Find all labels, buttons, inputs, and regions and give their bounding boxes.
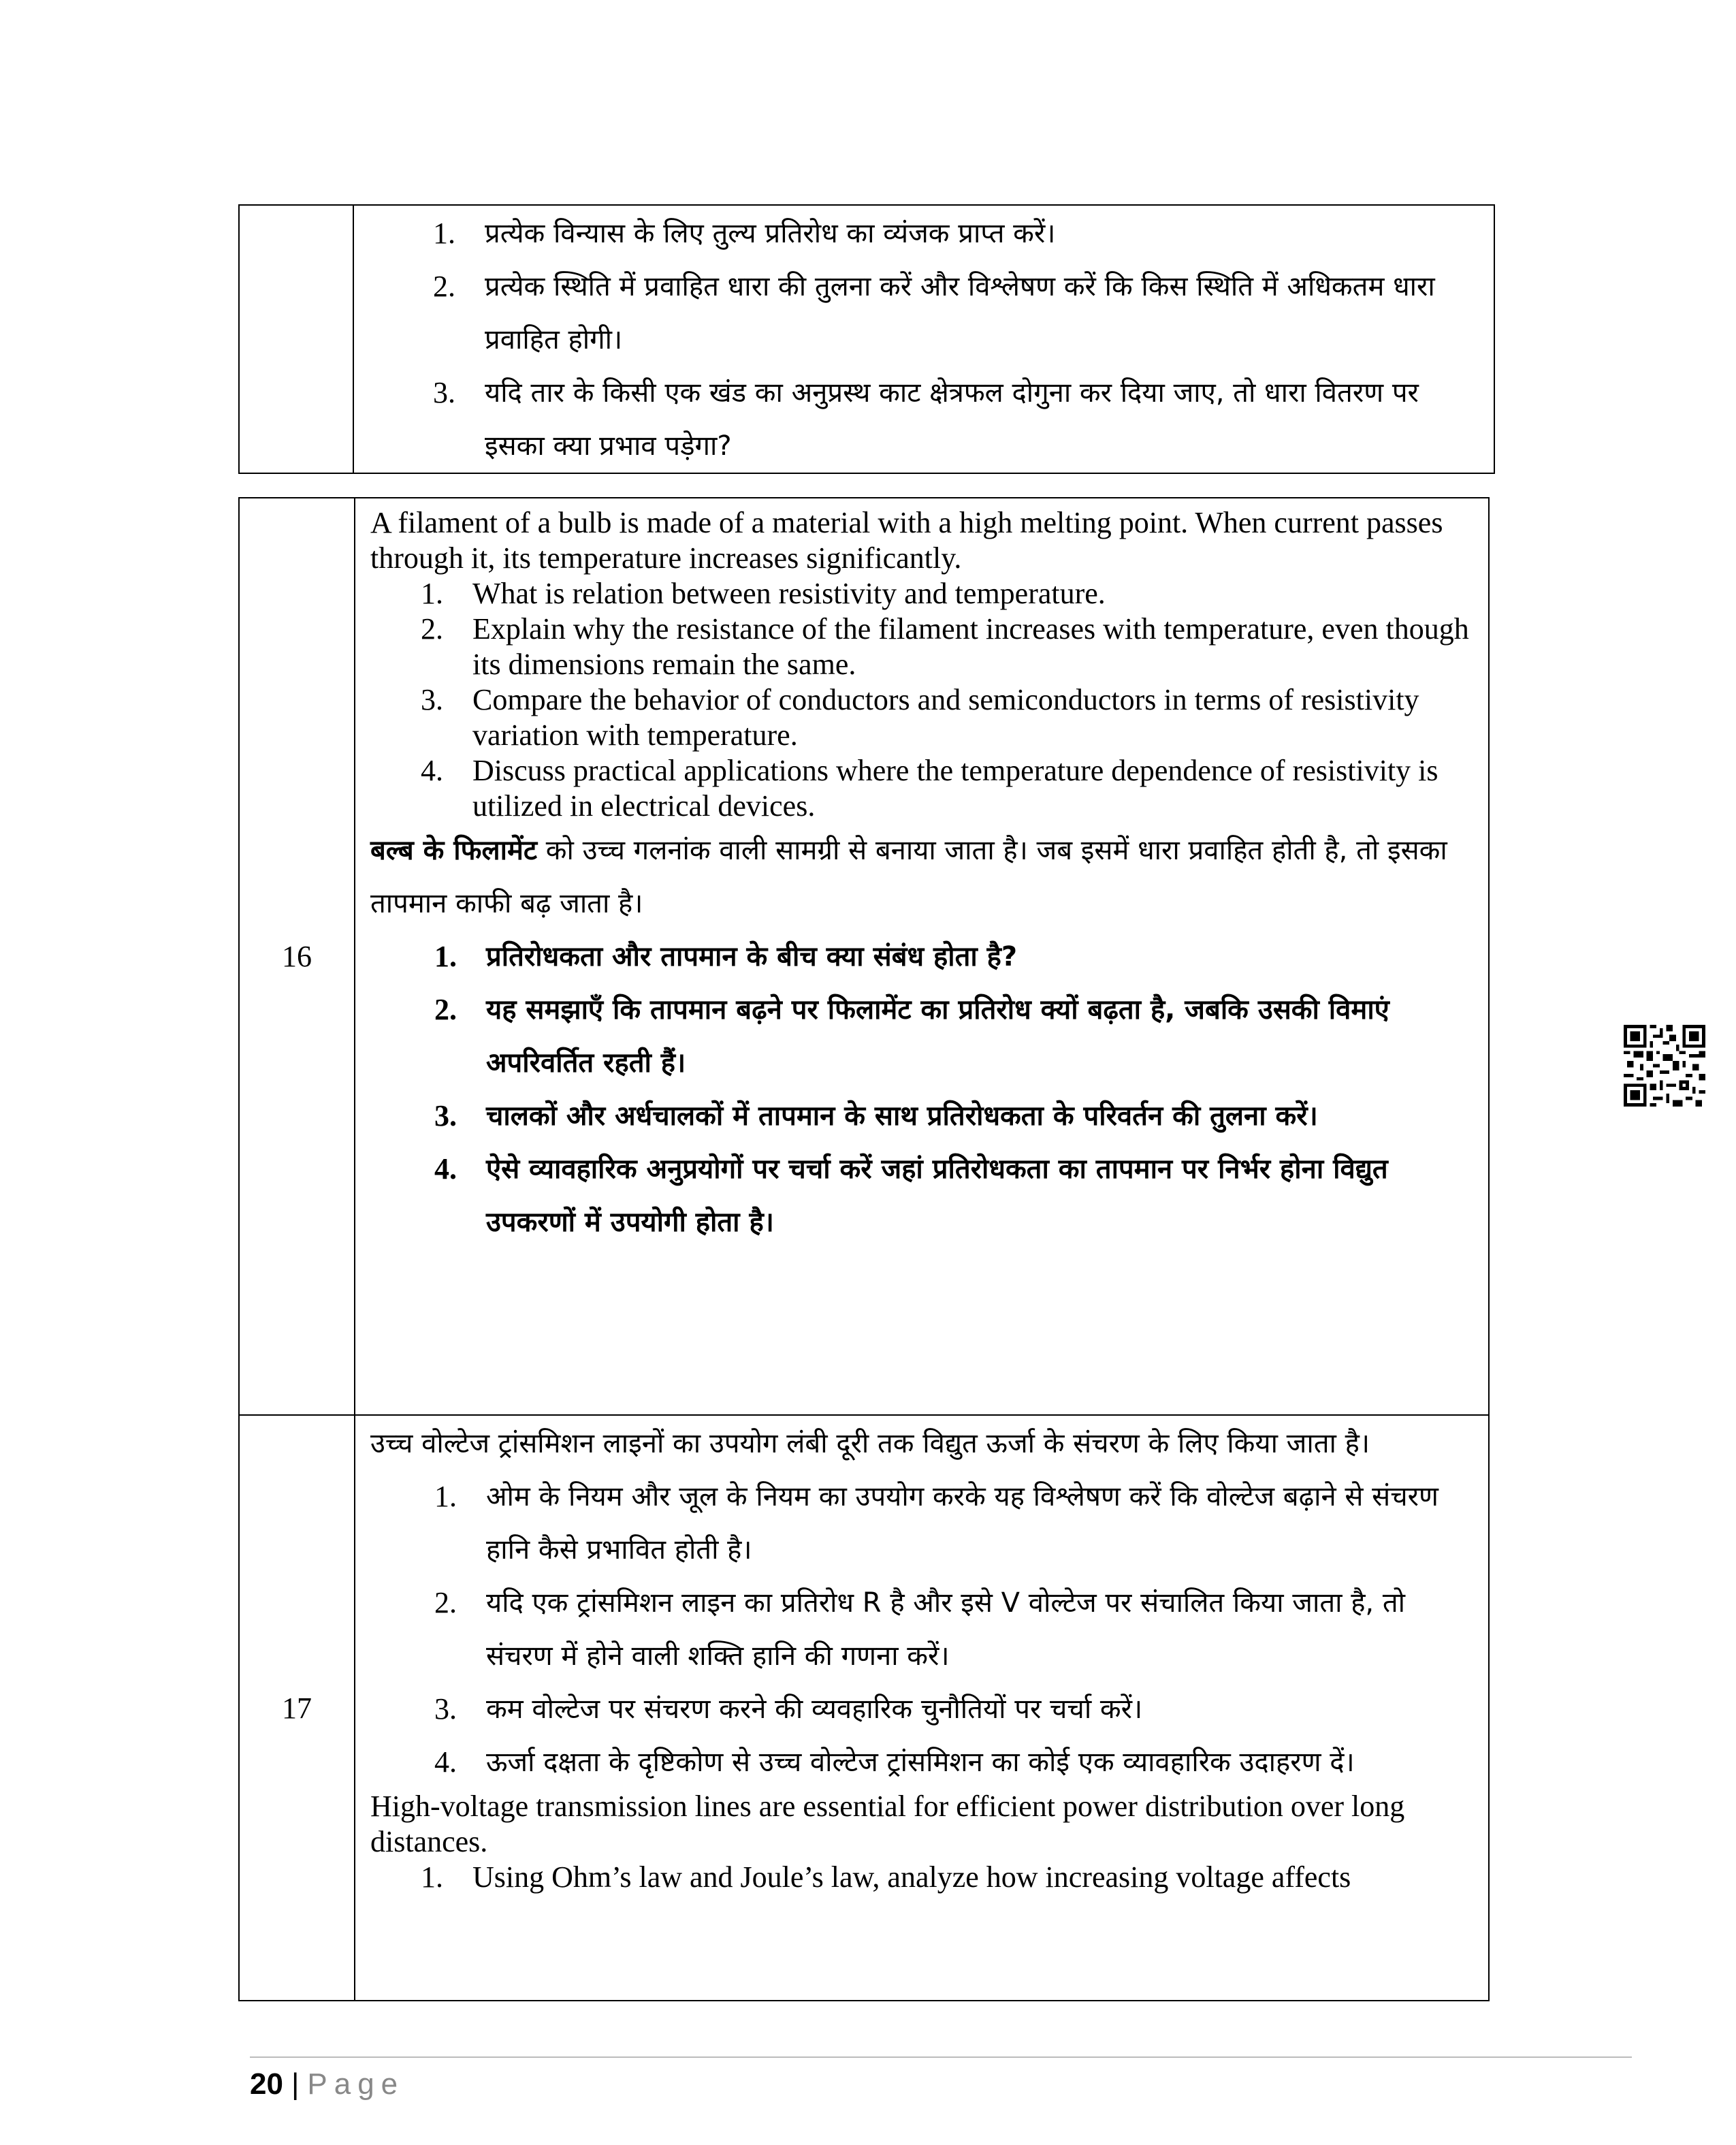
question-table — [238, 497, 1490, 2001]
question-table-continued — [238, 204, 1495, 474]
list-item: 3. Compare the behavior of conductors and semiconductors in terms of resistivity variation with temperature. — [421, 683, 1419, 752]
list-item: 2. यह समझाएँ कि तापमान बढ़ने पर फिलामेंट का प्रतिरोध क्यों बढ़ता है, जबकि उसकी विमाएं अपरिवर्तित रहती हैं। — [434, 993, 1389, 1079]
question-17-intro-hi: उच्च वोल्टेज ट्रांसमिशन लाइनों का उपयोग लंबी दूरी तक विद्युत ऊर्जा के संचरण के लिए किया जाता है। — [370, 1428, 1370, 1459]
question-16-content — [355, 498, 1489, 1415]
list-item: 1. ओम के नियम और जूल के नियम का उपयोग करके यह विश्लेषण करें कि वोल्टेज बढ़ाने से संचरण हानि कैसे प्रभावित होती है। — [434, 1480, 1438, 1566]
question-16-intro-en: A filament of a bulb is made of a material with a high melting point. When current passes through it, its temperature increases significantly. — [370, 506, 1443, 575]
question-number-17: 17 — [239, 1415, 355, 2001]
qr-code-icon — [1624, 1025, 1705, 1107]
list-item: 4. ऊर्जा दक्षता के दृष्टिकोण से उच्च वोल्टेज ट्रांसमिशन का कोई एक व्यावहारिक उदाहरण दें। — [434, 1745, 1355, 1779]
list-item: 2. प्रत्येक स्थिति में प्रवाहित धारा की तुलना करें और विश्लेषण करें कि किस स्थिति में अधिकतम धारा प्रवाहित होगी। — [433, 270, 1435, 355]
question-number-cell — [239, 205, 353, 473]
list-item: 3. कम वोल्टेज पर संचरण करने की व्यवहारिक चुनौतियों पर चर्चा करें। — [434, 1692, 1143, 1726]
page-footer — [250, 2056, 1632, 2106]
question-number-16: 16 — [239, 498, 355, 1415]
list-item: 1. प्रतिरोधकता और तापमान के बीच क्या संबंध होता है? — [434, 940, 1018, 973]
list-item: 1. What is relation between resistivity and temperature. — [421, 577, 1106, 610]
question-17-content — [355, 1415, 1489, 2001]
list-item: 4. Discuss practical applications where the temperature dependence of resistivity is utilized in electrical devices. — [421, 754, 1438, 823]
question-17-intro-en: High-voltage transmission lines are essential for efficient power distribution over long distances. — [370, 1790, 1405, 1858]
list-item: 4. ऐसे व्यावहारिक अनुप्रयोगों पर चर्चा करें जहां प्रतिरोधकता का तापमान पर निर्भर होना विद्युत उपकरणों में उपयोगी होता है। — [434, 1152, 1388, 1238]
question-16-intro-hi: बल्ब के फिलामेंट को उच्च गलनांक वाली सामग्री से बनाया जाता है। जब इसमें धारा प्रवाहित होती है, तो इसका तापमान काफी बढ़ जाता है। — [370, 835, 1447, 919]
list-item: 1. प्रत्येक विन्यास के लिए तुल्य प्रतिरोध का व्यंजक प्राप्त करें। — [433, 217, 1056, 250]
list-item: 2. Explain why the resistance of the filament increases with temperature, even though its dimensions remain the same. — [421, 612, 1469, 681]
list-item: 1. Using Ohm’s law and Joule’s law, analyze how increasing voltage affects — [421, 1860, 1351, 1894]
list-item: 2. यदि एक ट्रांसमिशन लाइन का प्रतिरोध R है और इसे V वोल्टेज पर संचालित किया जाता है, तो संचरण में होने वाली शक्ति हानि की गणना करें। — [434, 1586, 1406, 1672]
list-item: 3. यदि तार के किसी एक खंड का अनुप्रस्थ काट क्षेत्रफल दोगुना कर दिया जाए, तो धारा वितरण पर इसका क्या प्रभाव पड़ेगा? — [433, 376, 1419, 462]
page-number-label: 20 | Page — [250, 2067, 405, 2101]
question-content-cell — [353, 205, 1494, 473]
list-item: 3. चालकों और अर्धचालकों में तापमान के साथ प्रतिरोधकता के परिवर्तन की तुलना करें। — [434, 1099, 1318, 1132]
